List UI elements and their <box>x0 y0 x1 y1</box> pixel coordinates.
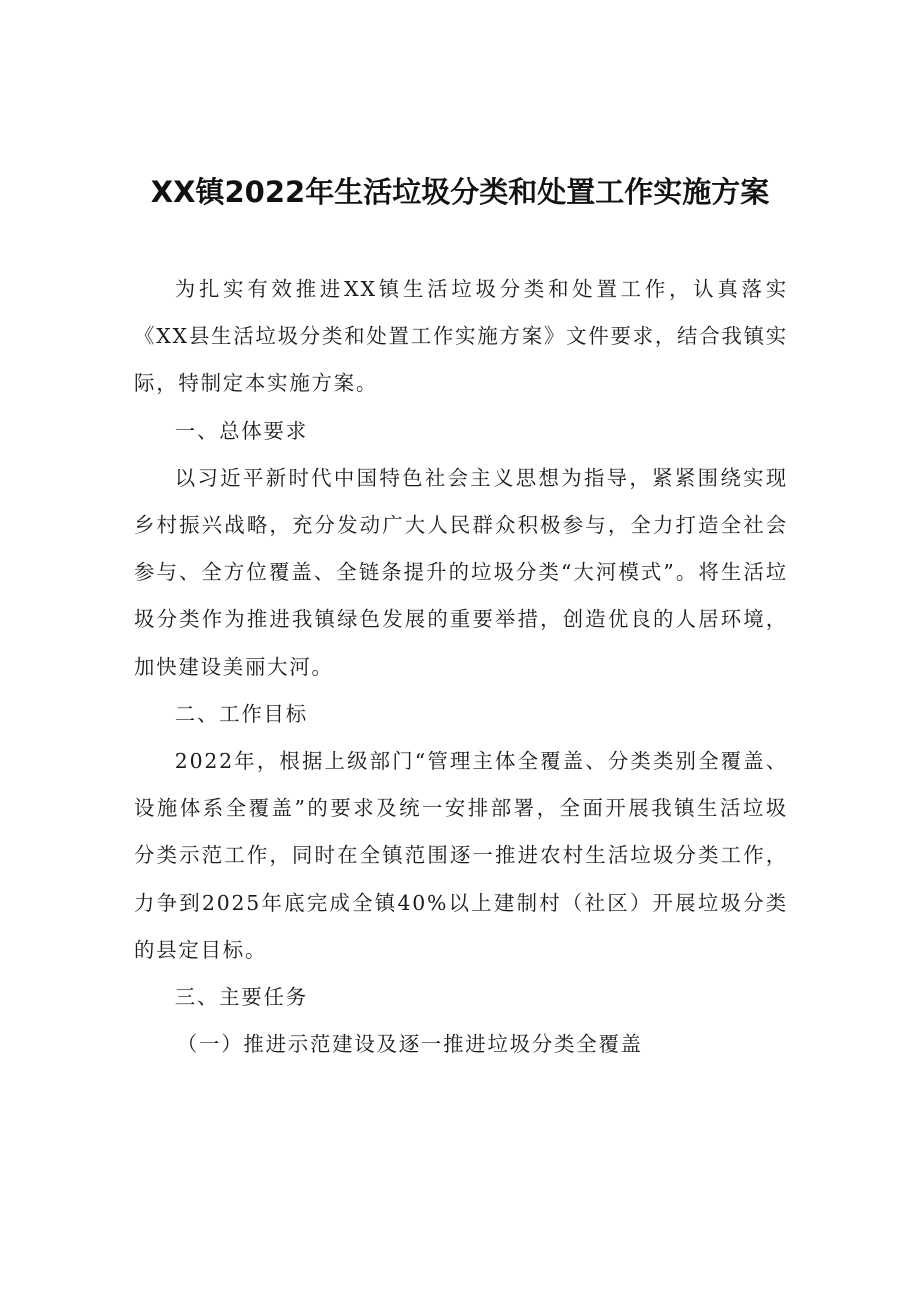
document-title: XX镇2022年生活垃圾分类和处置工作实施方案 <box>150 175 770 209</box>
section-heading-main-tasks: 三、主要任务 <box>174 985 308 1010</box>
subsection-heading-demonstration: （一）推进示范建设及逐一推进垃圾分类全覆盖 <box>176 1032 643 1057</box>
section-paragraph-general-requirements: 以习近平新时代中国特色社会主义思想为指导，紧紧围绕实现乡村振兴战略，充分发动广大人民群众积极参与，全力打造全社会参与、全方位覆盖、全链条提升的垃圾分类“大河模式”。将生活垃圾分类作为推进我镇绿色发展的重要举措，创造优良的人居环境，加快建设美丽大河。 <box>134 465 788 679</box>
section-paragraph-work-goals: 2022年，根据上级部门“管理主体全覆盖、分类类别全覆盖、设施体系全覆盖”的要求及统一安排部署，全面开展我镇生活垃圾分类示范工作，同时在全镇范围逐一推进农村生活垃圾分类工作，力争到2025年底完成全镇40%以上建制村（社区）开展垃圾分类的县定目标。 <box>134 749 788 962</box>
document-body <box>134 266 788 1068</box>
section-heading-general-requirements: 一、总体要求 <box>174 418 308 443</box>
intro-paragraph: 为扎实有效推进XX镇生活垃圾分类和处置工作，认真落实《XX县生活垃圾分类和处置工作实施方案》文件要求，结合我镇实际，特制定本实施方案。 <box>134 277 788 396</box>
section-heading-work-goals: 二、工作目标 <box>174 701 308 726</box>
